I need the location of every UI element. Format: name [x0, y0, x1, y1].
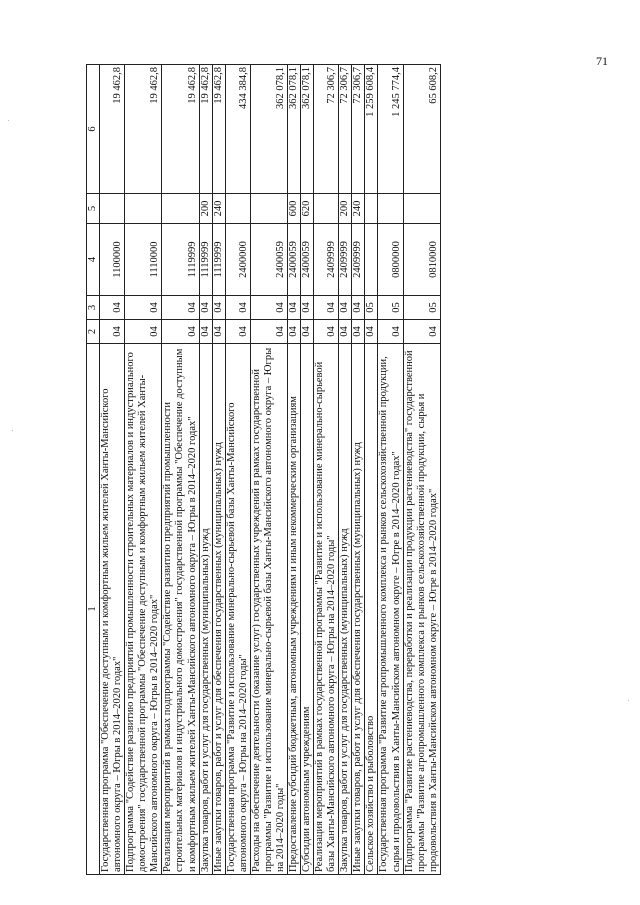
subsection-code: 04: [288, 296, 301, 320]
subsection-code: 04: [162, 296, 199, 320]
section-code: 04: [339, 320, 352, 344]
section-code: 04: [225, 320, 250, 344]
expense-type-code: 200: [339, 194, 352, 224]
section-code: 04: [162, 320, 199, 344]
row-description: Закупка товаров, работ и услуг для государственных (муниципальных) нужд: [199, 344, 212, 875]
expense-type-code: [125, 194, 162, 224]
subsection-code: 04: [250, 296, 287, 320]
amount: 19 462,8: [125, 65, 162, 194]
subsection-code: 04: [199, 296, 212, 320]
row-description: Реализация мероприятий в рамках государственной программы "Развитие и использование минерально-сырьевой базы Ханты-Мансийского автономного округа – Югры на 2014–2020 годы": [314, 344, 339, 875]
amount: 434 384,8: [225, 65, 250, 194]
subsection-code: 04: [212, 296, 225, 320]
table-row: [314, 65, 339, 875]
scan-speck: [628, 700, 629, 701]
row-description: Подпрограмма "Содействие развитию предприятий промышленности строительных материалов и индустриального домостроения" государственной программы "Обеспечение доступным и комфортным жильем жителей Ханты-Мансийского автономного округа – Югры в 2014–2020 годах": [125, 344, 162, 875]
header-row: [87, 65, 100, 875]
table-row: [301, 65, 314, 875]
row-description: Государственная программа "Развитие и использование минерально-сырьевой базы Ханты-Мансийского автономного округа – Югры на 2014–2020 годы": [225, 344, 250, 875]
table-row: [250, 65, 287, 875]
section-code: 04: [314, 320, 339, 344]
target-article-code: 2409999: [352, 224, 365, 296]
subsection-code: 05: [403, 296, 440, 320]
amount: 362 078,1: [250, 65, 287, 194]
subsection-code: 04: [352, 296, 365, 320]
table-row: [125, 65, 162, 875]
amount: 72 306,7: [314, 65, 339, 194]
expense-type-code: 200: [199, 194, 212, 224]
table-row: [352, 65, 365, 875]
expense-type-code: 600: [288, 194, 301, 224]
amount: 1 245 774,4: [378, 65, 403, 194]
amount: 1 259 608,4: [365, 65, 378, 194]
amount: 65 608,2: [403, 65, 440, 194]
subsection-code: 04: [314, 296, 339, 320]
rotated-page-content: [86, 65, 556, 875]
header-cell: 1: [87, 344, 100, 875]
table-row: [288, 65, 301, 875]
section-code: 04: [125, 320, 162, 344]
row-description: Иные закупки товаров, работ и услуг для обеспечения государственных (муниципальных) нужд: [352, 344, 365, 875]
expense-type-code: [162, 194, 199, 224]
header-cell: 5: [87, 194, 100, 224]
target-article-code: 2409999: [314, 224, 339, 296]
table-row: [212, 65, 225, 875]
target-article-code: 2409999: [339, 224, 352, 296]
row-description: Сельское хозяйство и рыболовство: [365, 344, 378, 875]
expense-type-code: [100, 194, 125, 224]
subsection-code: 04: [225, 296, 250, 320]
target-article-code: [365, 224, 378, 296]
row-description: Подпрограмма "Развитие растениеводства, переработки и реализации продукции растениеводства" государственной программы "Развитие агропромышленного комплекса и рынков сельскохозяйственной продукции, сырья и продовольствия в Ханты-Мансийском автономном округе – Югре в 2014–2020 годах": [403, 344, 440, 875]
amount: 362 078,1: [288, 65, 301, 194]
table-row: [403, 65, 440, 875]
target-article-code: 0810000: [403, 224, 440, 296]
section-code: 04: [288, 320, 301, 344]
table-row: [365, 65, 378, 875]
table-row: [199, 65, 212, 875]
target-article-code: 0800000: [378, 224, 403, 296]
subsection-code: 05: [365, 296, 378, 320]
page-number: 71: [596, 54, 608, 68]
target-article-code: 2400059: [301, 224, 314, 296]
section-code: 04: [365, 320, 378, 344]
amount: 19 462,8: [162, 65, 199, 194]
section-code: 04: [378, 320, 403, 344]
amount: 19 462,8: [100, 65, 125, 194]
scan-speck: [8, 120, 9, 121]
table-row: [378, 65, 403, 875]
row-description: Предоставление субсидий бюджетным, автономным учреждениям и иным некоммерческим организациям: [288, 344, 301, 875]
target-article-code: 1110000: [125, 224, 162, 296]
table-row: [162, 65, 199, 875]
expense-type-code: [250, 194, 287, 224]
table-row: [225, 65, 250, 875]
expense-type-code: 240: [352, 194, 365, 224]
row-description: Расходы на обеспечение деятельности (оказание услуг) государственных учреждений в рамках государственной программы "Развитие и использование минерально-сырьевой базы Ханты-Мансийского автономного округа – Югры на 2014–2020 годы": [250, 344, 287, 875]
budget-table: [86, 64, 441, 875]
amount: 72 306,7: [339, 65, 352, 194]
section-code: 04: [301, 320, 314, 344]
row-description: Государственная программа "Обеспечение доступным и комфортным жильем жителей Ханты-Мансийского автономного округа – Югры в 2014–2020 годах": [100, 344, 125, 875]
section-code: 04: [352, 320, 365, 344]
row-description: Закупка товаров, работ и услуг для государственных (муниципальных) нужд: [339, 344, 352, 875]
target-article-code: 1119999: [212, 224, 225, 296]
amount: 19 462,8: [199, 65, 212, 194]
subsection-code: 05: [378, 296, 403, 320]
row-description: Субсидии автономным учреждениям: [301, 344, 314, 875]
header-cell: 2: [87, 320, 100, 344]
target-article-code: 2400059: [288, 224, 301, 296]
expense-type-code: 620: [301, 194, 314, 224]
section-code: 04: [100, 320, 125, 344]
header-cell: 4: [87, 224, 100, 296]
amount: 72 306,7: [352, 65, 365, 194]
subsection-code: 04: [339, 296, 352, 320]
header-cell: 3: [87, 296, 100, 320]
amount: 362 078,1: [301, 65, 314, 194]
expense-type-code: [403, 194, 440, 224]
target-article-code: 2400000: [225, 224, 250, 296]
row-description: Реализация мероприятий в рамках подпрограммы "Содействие развитию предприятий промышленности строительных материалов и индустриального домостроения" государственной программы "Обеспечение доступным и комфортным жильем жителей Ханты-Мансийского автономного округа – Югры в 2014–2020 годах": [162, 344, 199, 875]
section-code: 04: [403, 320, 440, 344]
section-code: 04: [199, 320, 212, 344]
target-article-code: 1119999: [199, 224, 212, 296]
subsection-code: 04: [100, 296, 125, 320]
target-article-code: 1100000: [100, 224, 125, 296]
header-cell: 6: [87, 65, 100, 194]
row-description: Иные закупки товаров, работ и услуг для обеспечения государственных (муниципальных) нужд: [212, 344, 225, 875]
expense-type-code: [365, 194, 378, 224]
section-code: 04: [212, 320, 225, 344]
scan-speck: [12, 430, 13, 431]
subsection-code: 04: [301, 296, 314, 320]
section-code: 04: [250, 320, 287, 344]
expense-type-code: [314, 194, 339, 224]
row-description: Государственная программа "Развитие агропромышленного комплекса и рынков сельскохозяйственной продукции, сырья и продовольствия в Ханты-Мансийском автономном округе – Югре в 2014–2020 годах": [378, 344, 403, 875]
expense-type-code: [225, 194, 250, 224]
expense-type-code: [378, 194, 403, 224]
expense-type-code: 240: [212, 194, 225, 224]
amount: 19 462,8: [212, 65, 225, 194]
table-row: [339, 65, 352, 875]
table-row: [100, 65, 125, 875]
target-article-code: 2400059: [250, 224, 287, 296]
subsection-code: 04: [125, 296, 162, 320]
target-article-code: 1119999: [162, 224, 199, 296]
